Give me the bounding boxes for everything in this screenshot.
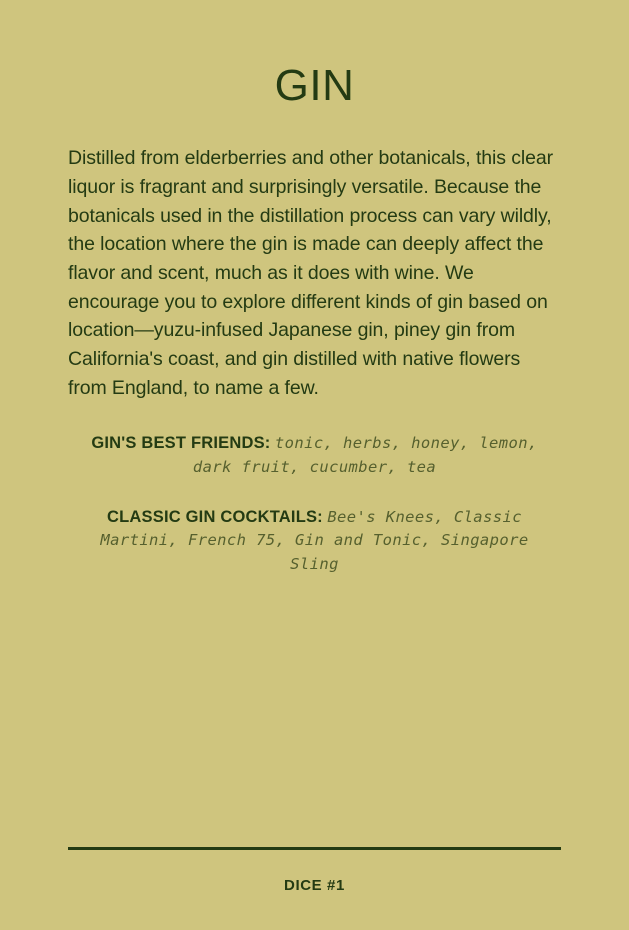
classic-cocktails-label: CLASSIC GIN COCKTAILS: (107, 507, 323, 526)
footer-label: DICE #1 (284, 877, 345, 894)
classic-cocktails-value: Bee's Knees, Classic Martini, French 75, Gin and Tonic, Singapore Sling (100, 507, 529, 574)
description-text: Distilled from elderberries and other botanicals, this clear liquor is fragrant and surprisingly versatile. Because the botanicals used in the distillation process can vary wildly, the location where the gin is made can deeply affect the flavor and scent, much as it does with wine. We encourage you to explore different kinds of gin based on location—yuzu-infused Japanese gin, piney gin from California's coast, and gin distilled with native flowers from England, to name a few. (68, 147, 553, 399)
footer-divider (68, 847, 561, 850)
best-friends-label: GIN'S BEST FRIENDS: (91, 434, 271, 453)
page-title: GIN (274, 61, 355, 110)
best-friends-value: tonic, herbs, honey, lemon, dark fruit, cucumber, tea (192, 434, 538, 477)
classic-cocktails-block (68, 506, 561, 577)
best-friends-block (68, 432, 561, 479)
card-footer (68, 847, 561, 894)
